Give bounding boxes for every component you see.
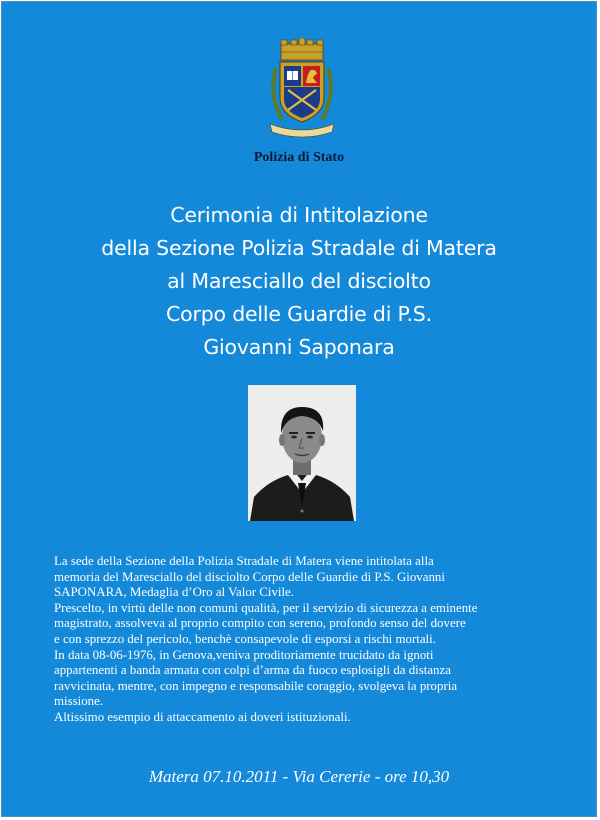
- title-line: Giovanni Saponara: [203, 335, 395, 359]
- text-line: Prescelto, in virtù delle non comuni qualità, per il servizio di sicurezza a eminente: [54, 600, 478, 615]
- portrait-image: [248, 385, 356, 521]
- text-line: ravvicinata, mentre, con impegno e responsabile coraggio, svolgeva la propria: [54, 678, 458, 693]
- organization-name: Polizia di Stato: [253, 150, 345, 165]
- text-line: La sede della Sezione della Polizia Stradale di Matera viene intitolata alla: [54, 554, 434, 568]
- poster: [1, 1, 597, 817]
- text-line: e con sprezzo del pericolo, benchè consapevole di esporsi a rischi mortali.: [54, 631, 436, 646]
- title-line: Cerimonia di Intitolazione: [170, 203, 428, 227]
- text-line: appartenenti a banda armata con colpi d’arma da fuoco esplosigli da distanza: [54, 663, 451, 678]
- portrait-photo: [248, 385, 356, 521]
- dedication-text: [54, 554, 554, 726]
- text-line: In data 08-06-1976, in Genova,veniva proditoriamente trucidato da ignoti: [54, 647, 434, 662]
- title-line: Corpo delle Guardie di P.S.: [166, 302, 432, 326]
- event-date-location: Matera 07.10.2011 - Via Cererie - ore 10,30: [148, 767, 450, 786]
- ceremony-title: [2, 199, 596, 364]
- text-line: missione.: [54, 694, 104, 709]
- polizia-di-stato-crest-icon: [264, 38, 340, 138]
- text-line: SAPONARA, Medaglia d’Oro al Valor Civile.: [54, 585, 295, 600]
- text-line: memoria del Maresciallo del disciolto Corpo delle Guardie di P.S. Giovanni: [54, 569, 445, 584]
- text-line: magistrato, assolveva al proprio compito con sereno, profondo senso del dovere: [54, 616, 466, 631]
- title-line: della Sezione Polizia Stradale di Matera: [101, 236, 497, 260]
- title-line: al Maresciallo del disciolto: [167, 269, 431, 293]
- text-line: Altissimo esempio di attaccamento ai doveri istituzionali.: [54, 709, 351, 724]
